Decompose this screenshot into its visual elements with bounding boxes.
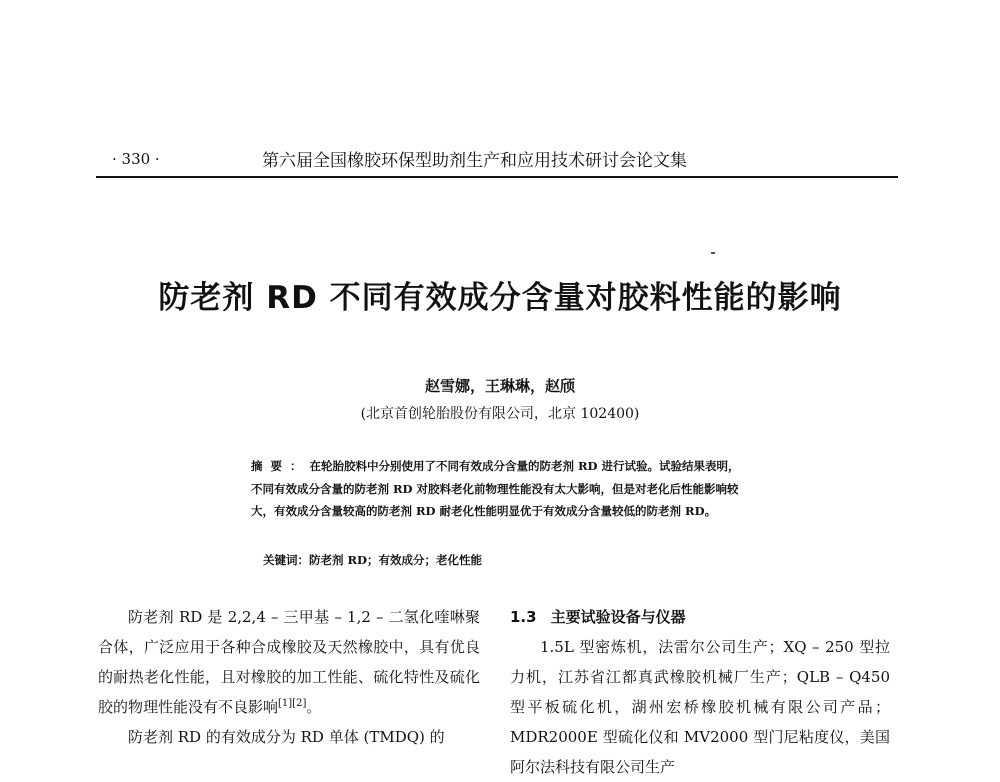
scan-speck [711,252,715,254]
keywords [263,549,743,571]
section-title: 主要试验设备与仪器 [550,608,686,626]
running-header: 第六届全国橡胶环保型助剂生产和应用技术研讨会论文集 [262,151,687,171]
page-number: · 330 · [112,150,160,168]
paper-title: 防老剂 RD 不同有效成分含量对胶料性能的影响 [158,280,842,316]
section-heading [510,602,890,632]
authors: 赵雪娜，王琳琳，赵颀 [424,377,575,395]
keywords-label: 关键词： [263,553,309,567]
citation-refs: [1][2] [278,698,307,709]
abstract-label: 摘要： [251,459,310,473]
keywords-text: 防老剂 RD；有效成分；老化性能 [309,553,483,567]
body-paragraph: 防老剂 RD 的有效成分为 RD 单体 (TMDQ) 的 [128,728,445,746]
header-rule [96,176,898,178]
abstract-text: 在轮胎胶料中分别使用了不同有效成分含量的防老剂 RD 进行试验。试验结果表明，不同有效成分含量的防老剂 RD 对胶料老化前物理性能没有太大影响，但是对老化后性能影响较大，有效成分含量较高的防老剂 RD 耐老化性能明显优于有效成分含量较低的防老剂 RD。 [251,459,740,518]
paragraph-end: 。 [306,698,322,716]
left-column [98,602,480,752]
right-column [510,602,890,782]
paragraph-text: 防老剂 RD 是 2,2,4 – 三甲基 – 1,2 – 二氢化喹啉聚合体，广泛应用于各种合成橡胶及天然橡胶中，具有优良的耐热老化性能，且对橡胶的加工性能、硫化特性及硫化胶的物理性能没有不良影响 [98,608,480,716]
body-paragraph [98,602,480,722]
body-paragraph: 1.5L 型密炼机，法雷尔公司生产；XQ – 250 型拉力机，江苏省江都真武橡胶机械厂生产；QLB – Q450 型平板硫化机，湖州宏桥橡胶机械有限公司产品；MDR2000E 型硫化仪和 MV2000 型门尼粘度仪，美国阿尔法科技有限公司生产 [510,638,890,776]
abstract [251,455,747,523]
affiliation: (北京首创轮胎股份有限公司，北京 102400) [360,406,640,422]
section-number: 1.3 [510,608,537,626]
